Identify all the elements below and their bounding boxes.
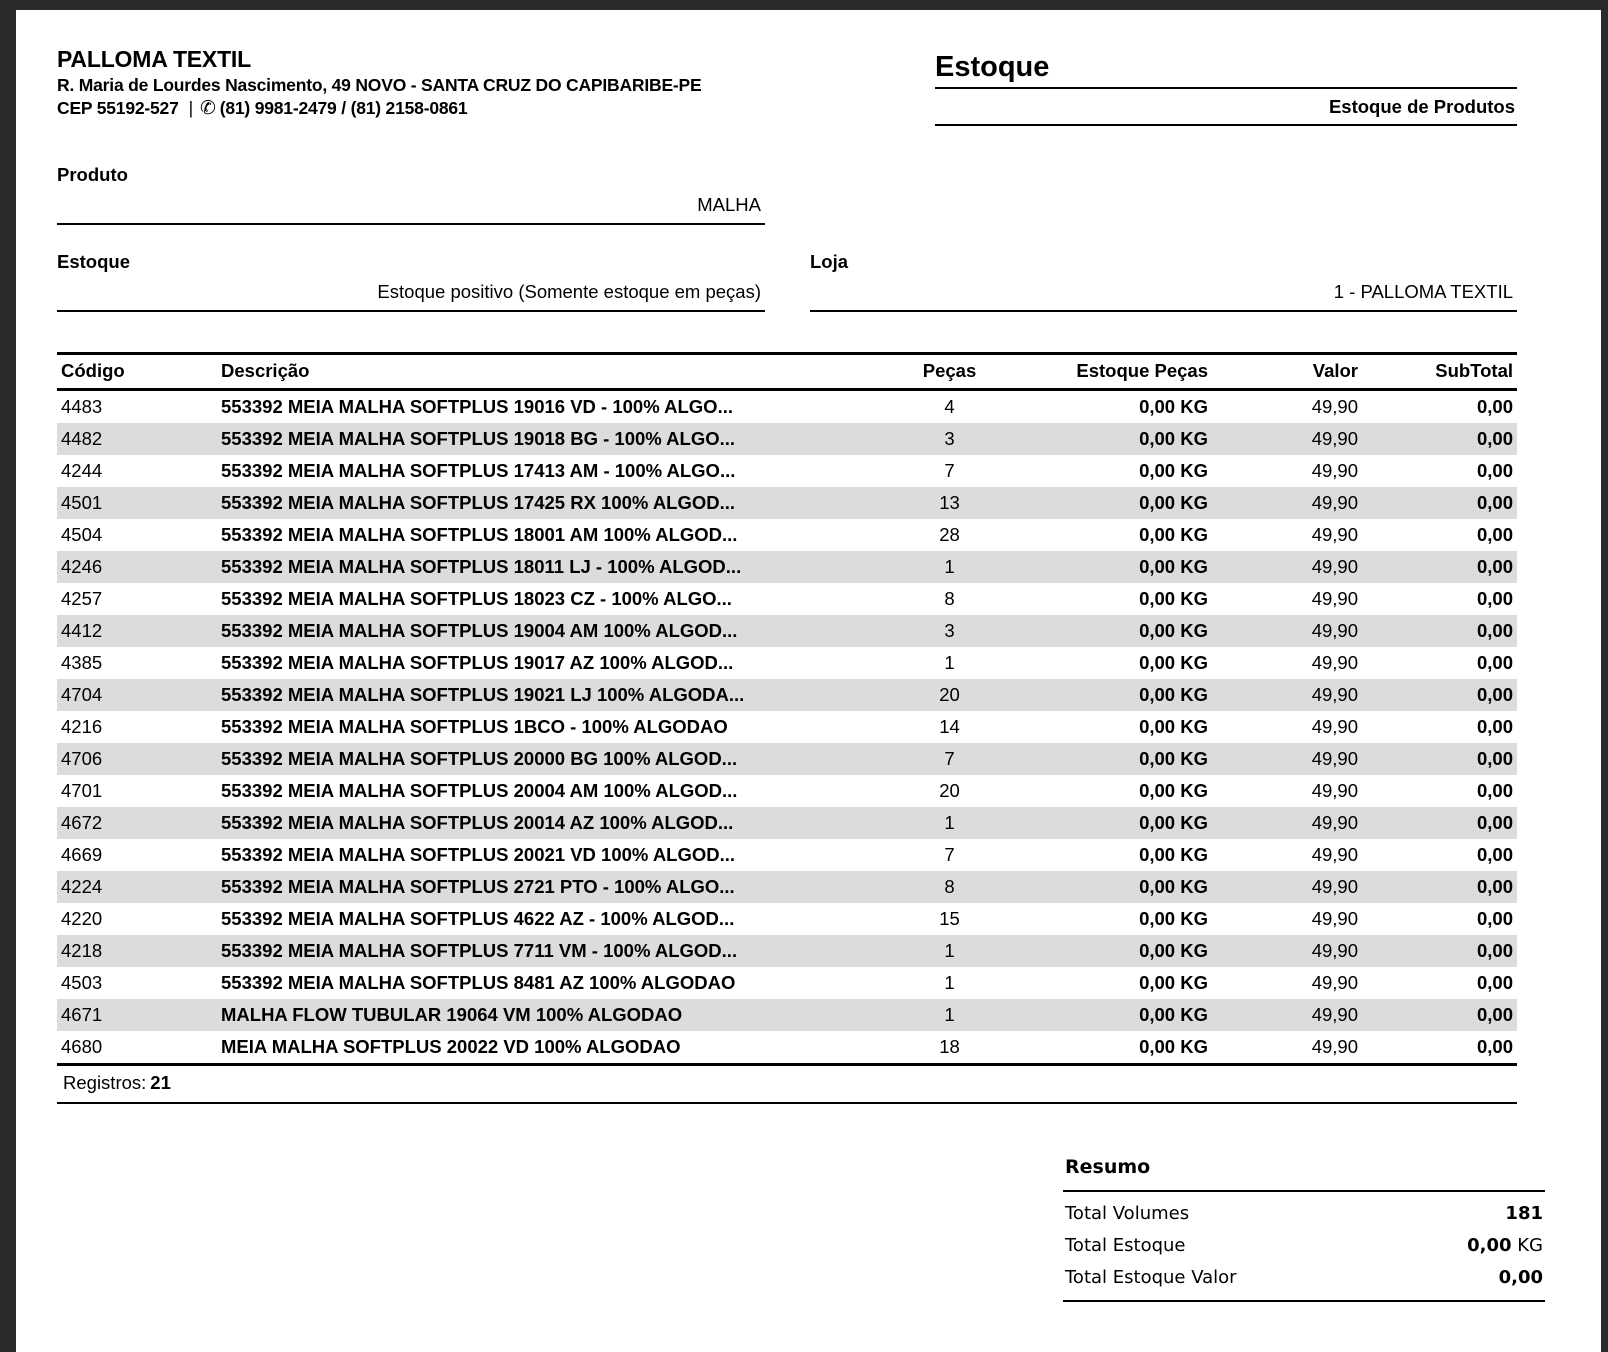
cell-subtotal: 0,00 xyxy=(1476,748,1513,769)
cell-pecas: 7 xyxy=(944,748,955,769)
cell-descricao: 553392 MEIA MALHA SOFTPLUS 20021 VD 100% ALGOD... xyxy=(221,844,736,865)
summary-value: 181 xyxy=(1505,1203,1543,1224)
summary-row-total-volumes xyxy=(1063,1198,1545,1230)
cell-subtotal: 0,00 xyxy=(1476,972,1513,993)
cell-descricao: 553392 MEIA MALHA SOFTPLUS 4622 AZ - 100% ALGOD... xyxy=(221,908,735,929)
report-title-block xyxy=(935,44,1517,126)
cell-valor: 49,90 xyxy=(1311,492,1358,513)
cell-estoque-pecas: 0,00 KG xyxy=(1139,812,1208,833)
table-row xyxy=(57,999,1517,1031)
cell-pecas: 7 xyxy=(944,460,955,481)
summary-unit: KG xyxy=(1511,1235,1543,1256)
cell-pecas: 20 xyxy=(939,684,960,705)
cell-codigo: 4504 xyxy=(61,524,103,545)
table-row xyxy=(57,583,1517,615)
cell-codigo: 4482 xyxy=(61,428,103,449)
cell-pecas: 1 xyxy=(944,1004,955,1025)
table-row xyxy=(57,679,1517,711)
filter-estoque xyxy=(57,251,765,312)
cell-pecas: 1 xyxy=(944,652,955,673)
cell-subtotal: 0,00 xyxy=(1476,780,1513,801)
filters-section xyxy=(57,164,1517,312)
cell-pecas: 15 xyxy=(939,908,960,929)
summary-rows xyxy=(1063,1198,1545,1302)
column-header-codigo: Código xyxy=(61,360,125,381)
stock-table-header xyxy=(57,354,1517,390)
cell-subtotal: 0,00 xyxy=(1476,460,1513,481)
table-row xyxy=(57,935,1517,967)
cell-descricao: 553392 MEIA MALHA SOFTPLUS 18011 LJ - 100% ALGOD... xyxy=(221,556,742,577)
cell-estoque-pecas: 0,00 KG xyxy=(1139,1004,1208,1025)
cell-subtotal: 0,00 xyxy=(1476,844,1513,865)
cell-descricao: 553392 MEIA MALHA SOFTPLUS 7711 VM - 100% ALGOD... xyxy=(221,940,738,961)
table-row xyxy=(57,487,1517,519)
cell-valor: 49,90 xyxy=(1311,460,1358,481)
cell-subtotal: 0,00 xyxy=(1476,1036,1513,1057)
filter-estoque-label: Estoque xyxy=(57,251,130,272)
records-count-value: 21 xyxy=(150,1072,171,1093)
cell-codigo: 4246 xyxy=(61,556,103,577)
report-subtitle: Estoque de Produtos xyxy=(935,89,1517,126)
cell-valor: 49,90 xyxy=(1311,972,1358,993)
cell-pecas: 8 xyxy=(944,588,955,609)
company-contact xyxy=(57,97,817,120)
cell-descricao: 553392 MEIA MALHA SOFTPLUS 17425 RX 100% ALGOD... xyxy=(221,492,736,513)
filter-produto xyxy=(57,164,765,225)
company-block xyxy=(57,44,817,120)
cell-valor: 49,90 xyxy=(1311,396,1358,417)
cell-valor: 49,90 xyxy=(1311,1036,1358,1057)
filter-loja xyxy=(810,251,1517,312)
cell-subtotal: 0,00 xyxy=(1476,1004,1513,1025)
records-count xyxy=(57,1066,1517,1104)
summary-label: Total Volumes xyxy=(1065,1203,1190,1224)
records-count-label: Registros: xyxy=(63,1072,147,1093)
cell-pecas: 1 xyxy=(944,556,955,577)
cell-codigo: 4483 xyxy=(61,396,103,417)
filter-row xyxy=(57,251,1517,312)
table-row xyxy=(57,455,1517,487)
cell-estoque-pecas: 0,00 KG xyxy=(1139,652,1208,673)
cell-descricao: 553392 MEIA MALHA SOFTPLUS 20000 BG 100% ALGOD... xyxy=(221,748,738,769)
cell-descricao: 553392 MEIA MALHA SOFTPLUS 1BCO - 100% ALGODAO xyxy=(221,716,728,737)
summary-label: Total Estoque Valor xyxy=(1065,1267,1237,1288)
cell-estoque-pecas: 0,00 KG xyxy=(1139,428,1208,449)
column-header-subtotal: SubTotal xyxy=(1435,360,1513,381)
table-row xyxy=(57,711,1517,743)
cell-codigo: 4224 xyxy=(61,876,103,897)
cell-descricao: 553392 MEIA MALHA SOFTPLUS 20004 AM 100% ALGOD... xyxy=(221,780,738,801)
cell-subtotal: 0,00 xyxy=(1476,684,1513,705)
cell-valor: 49,90 xyxy=(1311,716,1358,737)
cell-codigo: 4412 xyxy=(61,620,103,641)
cell-codigo: 4503 xyxy=(61,972,103,993)
cell-pecas: 8 xyxy=(944,876,955,897)
cell-valor: 49,90 xyxy=(1311,428,1358,449)
table-row xyxy=(57,871,1517,903)
cell-pecas: 20 xyxy=(939,780,960,801)
cell-valor: 49,90 xyxy=(1311,652,1358,673)
cell-descricao: 553392 MEIA MALHA SOFTPLUS 20014 AZ 100% ALGOD... xyxy=(221,812,734,833)
table-row xyxy=(57,423,1517,455)
cell-codigo: 4672 xyxy=(61,812,103,833)
cell-codigo: 4218 xyxy=(61,940,103,961)
cell-subtotal: 0,00 xyxy=(1476,428,1513,449)
cell-valor: 49,90 xyxy=(1311,588,1358,609)
table-row xyxy=(57,967,1517,999)
cell-descricao: 553392 MEIA MALHA SOFTPLUS 8481 AZ 100% ALGODAO xyxy=(221,972,736,993)
table-row xyxy=(57,807,1517,839)
cell-estoque-pecas: 0,00 KG xyxy=(1139,844,1208,865)
cell-subtotal: 0,00 xyxy=(1476,908,1513,929)
cell-estoque-pecas: 0,00 KG xyxy=(1139,748,1208,769)
cell-valor: 49,90 xyxy=(1311,812,1358,833)
cell-subtotal: 0,00 xyxy=(1476,652,1513,673)
cell-pecas: 7 xyxy=(944,844,955,865)
cell-estoque-pecas: 0,00 KG xyxy=(1139,780,1208,801)
cell-descricao: 553392 MEIA MALHA SOFTPLUS 19004 AM 100% ALGOD... xyxy=(221,620,738,641)
summary-value: 0,00 xyxy=(1498,1267,1543,1288)
column-header-estoque-pecas: Estoque Peças xyxy=(1076,360,1208,381)
filter-loja-value: 1 - PALLOMA TEXTIL xyxy=(810,273,1517,312)
cell-estoque-pecas: 0,00 KG xyxy=(1139,396,1208,417)
cell-codigo: 4701 xyxy=(61,780,103,801)
table-row xyxy=(57,743,1517,775)
cell-descricao: 553392 MEIA MALHA SOFTPLUS 19021 LJ 100% ALGODA... xyxy=(221,684,745,705)
cell-estoque-pecas: 0,00 KG xyxy=(1139,524,1208,545)
cell-descricao: MEIA MALHA SOFTPLUS 20022 VD 100% ALGODAO xyxy=(221,1036,681,1057)
cell-valor: 49,90 xyxy=(1311,620,1358,641)
cell-descricao: 553392 MEIA MALHA SOFTPLUS 19018 BG - 100% ALGO... xyxy=(221,428,736,449)
report-page xyxy=(16,10,1601,1352)
summary-label: Total Estoque xyxy=(1065,1235,1186,1256)
separator: | xyxy=(188,98,193,118)
cell-valor: 49,90 xyxy=(1311,940,1358,961)
summary-section xyxy=(1063,1156,1545,1302)
cell-valor: 49,90 xyxy=(1311,684,1358,705)
cell-pecas: 28 xyxy=(939,524,960,545)
table-row xyxy=(57,1031,1517,1065)
cell-pecas: 1 xyxy=(944,812,955,833)
cell-codigo: 4680 xyxy=(61,1036,103,1057)
cell-codigo: 4244 xyxy=(61,460,103,481)
cell-subtotal: 0,00 xyxy=(1476,940,1513,961)
cell-pecas: 4 xyxy=(944,396,955,417)
company-cep: CEP 55192-527 xyxy=(57,98,179,118)
column-header-pecas: Peças xyxy=(922,360,977,381)
cell-subtotal: 0,00 xyxy=(1476,524,1513,545)
filter-estoque-value: Estoque positivo (Somente estoque em peças) xyxy=(57,273,765,312)
company-name: PALLOMA TEXTIL xyxy=(57,46,251,72)
column-header-valor: Valor xyxy=(1312,360,1358,381)
cell-estoque-pecas: 0,00 KG xyxy=(1139,908,1208,929)
cell-codigo: 4385 xyxy=(61,652,103,673)
filter-produto-value: MALHA xyxy=(57,186,765,225)
cell-codigo: 4501 xyxy=(61,492,103,513)
column-header-descricao: Descrição xyxy=(221,360,310,381)
table-row xyxy=(57,903,1517,935)
cell-valor: 49,90 xyxy=(1311,556,1358,577)
cell-valor: 49,90 xyxy=(1311,1004,1358,1025)
cell-codigo: 4257 xyxy=(61,588,103,609)
cell-valor: 49,90 xyxy=(1311,524,1358,545)
filter-produto-label: Produto xyxy=(57,164,128,185)
cell-subtotal: 0,00 xyxy=(1476,588,1513,609)
table-row xyxy=(57,839,1517,871)
table-row xyxy=(57,519,1517,551)
summary-title: Resumo xyxy=(1063,1156,1545,1192)
cell-estoque-pecas: 0,00 KG xyxy=(1139,620,1208,641)
cell-estoque-pecas: 0,00 KG xyxy=(1139,460,1208,481)
cell-pecas: 1 xyxy=(944,972,955,993)
cell-estoque-pecas: 0,00 KG xyxy=(1139,492,1208,513)
cell-estoque-pecas: 0,00 KG xyxy=(1139,716,1208,737)
cell-valor: 49,90 xyxy=(1311,908,1358,929)
cell-subtotal: 0,00 xyxy=(1476,620,1513,641)
company-address: R. Maria de Lourdes Nascimento, 49 NOVO - SANTA CRUZ DO CAPIBARIBE-PE xyxy=(57,75,702,95)
cell-valor: 49,90 xyxy=(1311,748,1358,769)
cell-subtotal: 0,00 xyxy=(1476,556,1513,577)
stock-table-body xyxy=(57,390,1517,1065)
cell-pecas: 14 xyxy=(939,716,960,737)
cell-descricao: 553392 MEIA MALHA SOFTPLUS 19016 VD - 100% ALGO... xyxy=(221,396,733,417)
phone-icon: ✆ xyxy=(199,98,216,119)
stock-table xyxy=(57,352,1517,1066)
cell-codigo: 4669 xyxy=(61,844,103,865)
cell-codigo: 4216 xyxy=(61,716,103,737)
company-phones: (81) 9981-2479 / (81) 2158-0861 xyxy=(219,98,468,118)
filter-loja-label: Loja xyxy=(810,251,849,272)
cell-codigo: 4671 xyxy=(61,1004,103,1025)
table-row xyxy=(57,615,1517,647)
table-row xyxy=(57,775,1517,807)
cell-pecas: 1 xyxy=(944,940,955,961)
cell-estoque-pecas: 0,00 KG xyxy=(1139,556,1208,577)
cell-subtotal: 0,00 xyxy=(1476,812,1513,833)
cell-descricao: 553392 MEIA MALHA SOFTPLUS 18023 CZ - 100% ALGO... xyxy=(221,588,732,609)
cell-valor: 49,90 xyxy=(1311,876,1358,897)
cell-pecas: 13 xyxy=(939,492,960,513)
cell-pecas: 3 xyxy=(944,620,955,641)
report-title: Estoque xyxy=(935,50,1517,89)
cell-subtotal: 0,00 xyxy=(1476,396,1513,417)
cell-pecas: 3 xyxy=(944,428,955,449)
cell-descricao: 553392 MEIA MALHA SOFTPLUS 18001 AM 100% ALGOD... xyxy=(221,524,738,545)
summary-value: 0,00 xyxy=(1467,1235,1512,1256)
table-row xyxy=(57,647,1517,679)
cell-estoque-pecas: 0,00 KG xyxy=(1139,940,1208,961)
table-row xyxy=(57,551,1517,583)
cell-valor: 49,90 xyxy=(1311,844,1358,865)
table-row xyxy=(57,390,1517,424)
cell-valor: 49,90 xyxy=(1311,780,1358,801)
summary-row-total-estoque-valor xyxy=(1063,1262,1545,1294)
cell-codigo: 4220 xyxy=(61,908,103,929)
cell-estoque-pecas: 0,00 KG xyxy=(1139,972,1208,993)
cell-descricao: 553392 MEIA MALHA SOFTPLUS 19017 AZ 100% ALGOD... xyxy=(221,652,734,673)
cell-descricao: 553392 MEIA MALHA SOFTPLUS 2721 PTO - 100% ALGO... xyxy=(221,876,735,897)
cell-codigo: 4706 xyxy=(61,748,103,769)
cell-subtotal: 0,00 xyxy=(1476,716,1513,737)
summary-row-total-estoque xyxy=(1063,1230,1545,1262)
cell-estoque-pecas: 0,00 KG xyxy=(1139,1036,1208,1057)
cell-codigo: 4704 xyxy=(61,684,103,705)
cell-estoque-pecas: 0,00 KG xyxy=(1139,876,1208,897)
cell-pecas: 18 xyxy=(939,1036,960,1057)
cell-descricao: 553392 MEIA MALHA SOFTPLUS 17413 AM - 100% ALGO... xyxy=(221,460,736,481)
cell-subtotal: 0,00 xyxy=(1476,876,1513,897)
report-header xyxy=(57,44,1517,126)
cell-estoque-pecas: 0,00 KG xyxy=(1139,588,1208,609)
cell-subtotal: 0,00 xyxy=(1476,492,1513,513)
cell-descricao: MALHA FLOW TUBULAR 19064 VM 100% ALGODAO xyxy=(221,1004,683,1025)
cell-estoque-pecas: 0,00 KG xyxy=(1139,684,1208,705)
